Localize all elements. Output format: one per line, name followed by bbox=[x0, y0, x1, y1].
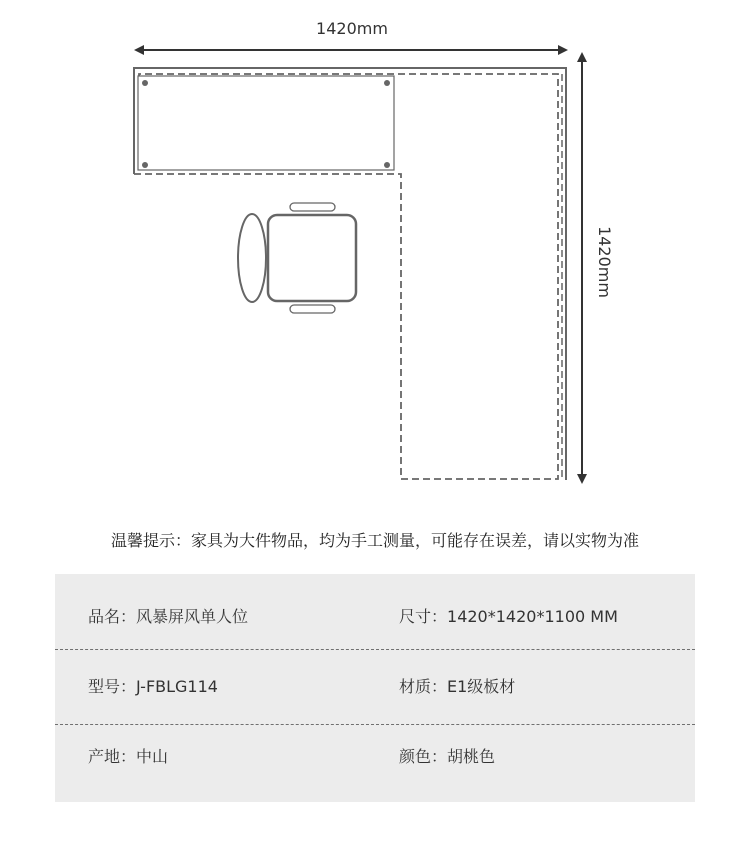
chair-armrest-bottom bbox=[290, 305, 335, 313]
screw-dot bbox=[384, 80, 390, 86]
spec-label: 型号： bbox=[88, 677, 137, 696]
spec-cell-origin bbox=[88, 722, 168, 792]
measurement-notice: 温馨提示：家具为大件物品，均为手工测量，可能存在误差，请以实物为准 bbox=[110, 531, 639, 550]
spec-row bbox=[55, 582, 695, 652]
screw-dot bbox=[142, 162, 148, 168]
width-dimension-label: 1420mm bbox=[316, 19, 388, 38]
spec-row bbox=[55, 652, 695, 722]
spec-value: 中山 bbox=[136, 747, 169, 766]
spec-cell-name bbox=[88, 582, 248, 652]
spec-cell-size bbox=[399, 582, 618, 652]
screw-dot bbox=[142, 80, 148, 86]
spec-label: 尺寸： bbox=[399, 607, 448, 626]
spec-label: 品名： bbox=[88, 607, 137, 626]
spec-value: 1420*1420*1100 MM bbox=[447, 607, 618, 626]
spec-cell-model bbox=[88, 652, 218, 722]
chair-seat bbox=[268, 215, 356, 301]
spec-cell-color bbox=[399, 722, 495, 792]
row-divider bbox=[55, 649, 695, 650]
screen-panel bbox=[138, 76, 394, 170]
spec-row bbox=[55, 722, 695, 792]
depth-dimension-label: 1420mm bbox=[595, 226, 614, 298]
chair-backrest bbox=[238, 214, 266, 302]
spec-value: J-FBLG114 bbox=[136, 677, 218, 696]
spec-label: 产地： bbox=[88, 747, 137, 766]
chair-armrest-top bbox=[290, 203, 335, 211]
spec-table bbox=[55, 574, 695, 802]
spec-label: 颜色： bbox=[399, 747, 448, 766]
spec-value: 胡桃色 bbox=[447, 747, 496, 766]
spec-cell-material bbox=[399, 652, 515, 722]
spec-value: E1级板材 bbox=[447, 677, 516, 696]
screw-dot bbox=[384, 162, 390, 168]
spec-label: 材质： bbox=[399, 677, 448, 696]
spec-value: 风暴屏风单人位 bbox=[136, 607, 249, 626]
